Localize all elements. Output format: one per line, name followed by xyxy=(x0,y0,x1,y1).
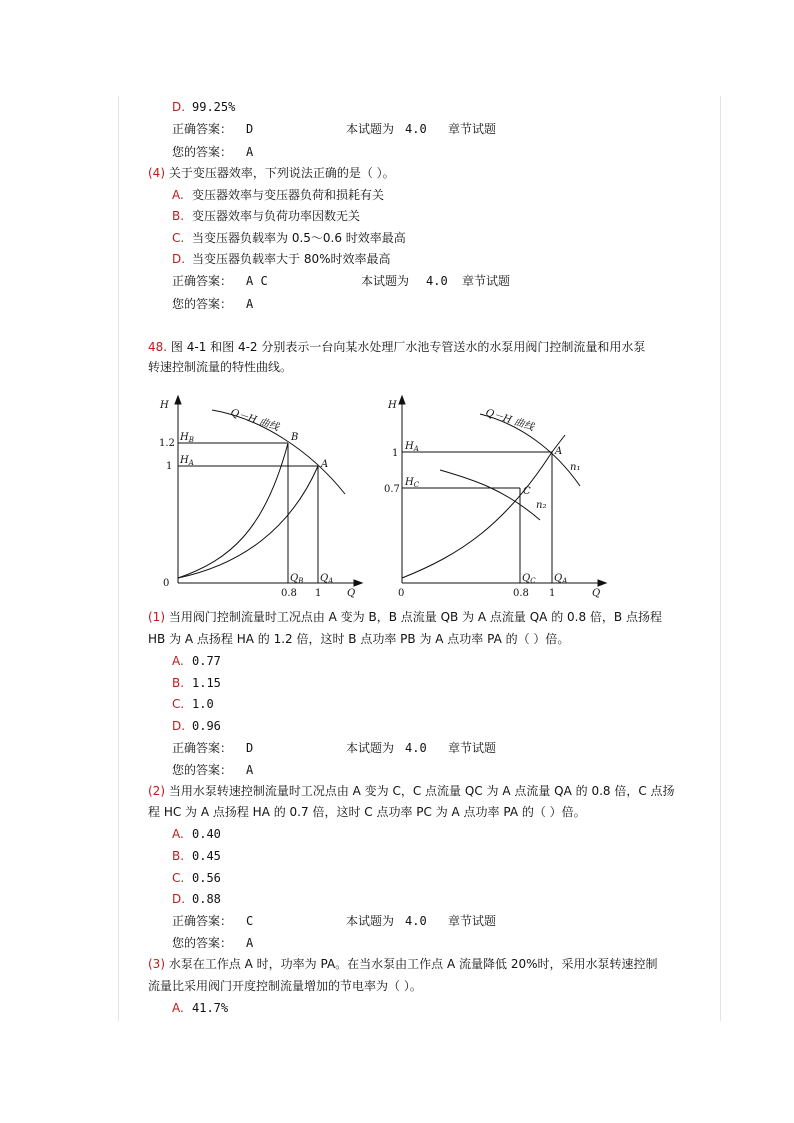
fig2-q-axis-arrow xyxy=(598,580,606,586)
q48-sub1-line1: (1) 当用阀门控制流量时工况点由 A 变为 B，B 点流量 QB 为 A 点流量 QA 的 0.8 倍，B 点扬程 xyxy=(148,610,662,624)
q48-sub2-option-c[interactable]: C. 0.56 xyxy=(172,871,221,885)
fig1-hb-label: $H_B$ xyxy=(180,432,194,444)
fig1-ha-label: $H_A$ xyxy=(180,455,194,467)
q48-sub1-option-b[interactable]: B. 1.15 xyxy=(172,676,221,690)
q47-sub4-option-b[interactable]: B. 变压器效率与负荷功率因数无关 xyxy=(172,209,361,223)
fig2-point-c: C xyxy=(523,486,531,497)
q48-sub2-option-d[interactable]: D. 0.88 xyxy=(172,892,221,906)
q48-sub2-line2: 程 HC 为 A 点扬程 HA 的 0.7 倍，这时 C 点功率 PC 为 A 点功率 PA 的（ ）倍。 xyxy=(148,805,586,819)
q47-sub4-option-c[interactable]: C. 当变压器负载率为 0.5～0.6 时效率最高 xyxy=(172,231,406,245)
fig2-x-tick-0-8: 0.8 xyxy=(513,588,529,599)
q48-sub3-line2: 流量比采用阀门开度控制流量增加的节电率为（ ）。 xyxy=(148,979,422,993)
fig1-system-curve-b xyxy=(178,443,288,578)
fig1-h-label: H xyxy=(160,400,169,411)
fig1-x-tick-1: 1 xyxy=(315,588,322,599)
q47-option-d[interactable]: D. 99.25% xyxy=(172,100,236,114)
fig1-qa-label: $Q_A$ xyxy=(320,573,334,585)
fig1-q-label: Q xyxy=(347,588,356,599)
q47-sub4-option-d[interactable]: D. 当变压器负载率大于 80%时效率最高 xyxy=(172,252,391,266)
fig2-system-curve xyxy=(402,452,552,578)
fig2-h-label: H xyxy=(388,400,397,411)
fig1-point-a: A xyxy=(321,459,329,470)
fig1-y-tick-1: 1 xyxy=(166,461,173,472)
fig2-h-axis-arrow xyxy=(399,396,405,404)
q48-sub2-answer-row: 正确答案： C 本试题为 4.0 章节试题 xyxy=(172,914,497,928)
q48-sub1-option-d[interactable]: D. 0.96 xyxy=(172,719,221,733)
q48-sub1-option-a[interactable]: A. 0.77 xyxy=(172,654,221,668)
fig1-curve-label: Q－H 曲线 xyxy=(229,407,281,434)
fig2-qa-label: $Q_A$ xyxy=(554,573,568,585)
q48-sub2-your-answer: 您的答案： A xyxy=(172,936,254,950)
fig1-x-tick-0-8: 0.8 xyxy=(281,588,297,599)
fig2-y-tick-1: 1 xyxy=(392,448,399,459)
fig1-q-axis-arrow xyxy=(354,580,362,586)
fig2-point-a: A xyxy=(555,446,563,457)
fig1-point-b: B xyxy=(291,432,299,443)
fig2-q-label: Q xyxy=(592,588,601,599)
fig1-origin: 0 xyxy=(163,578,170,589)
q48-intro-line1: 48. 图 4-1 和图 4-2 分别表示一台向某水处理厂水池专管送水的水泵用阀门控制流量和用水泵 xyxy=(148,340,646,354)
q48-sub3-line1: (3) 水泵在工作点 A 时，功率为 PA。在当水泵由工作点 A 流量降低 20%时，采用水泵转速控制 xyxy=(148,957,658,971)
q48-sub2-line1: (2) 当用水泵转速控制流量时工况点由 A 变为 C，C 点流量 QC 为 A 点流量 QA 的 0.8 倍，C 点扬 xyxy=(148,784,675,798)
fig2-qc-label: $Q_C$ xyxy=(522,573,536,585)
q48-sub1-your-answer: 您的答案： A xyxy=(172,763,254,777)
q47-answer-row: 正确答案： D 本试题为 4.0 章节试题 xyxy=(172,122,497,136)
fig1-y-tick-1-2: 1.2 xyxy=(159,438,175,449)
fig2-curve-label: Q－H 曲线 xyxy=(484,407,536,434)
fig2-y-tick-0-7: 0.7 xyxy=(384,484,400,495)
q48-sub1-answer-row: 正确答案： D 本试题为 4.0 章节试题 xyxy=(172,741,497,755)
q48-sub1-option-c[interactable]: C. 1.0 xyxy=(172,697,214,711)
q48-sub2-option-a[interactable]: A. 0.40 xyxy=(172,827,221,841)
fig2-hc-label: $H_C$ xyxy=(405,477,420,489)
q47-sub4-question: (4) 关于变压器效率，下列说法正确的是（ ）。 xyxy=(148,166,395,180)
q47-your-answer: 您的答案： A xyxy=(172,145,254,159)
fig2-n2-label: n₂ xyxy=(536,500,547,511)
q48-sub2-option-b[interactable]: B. 0.45 xyxy=(172,849,221,863)
figure-4-2 xyxy=(380,390,615,600)
q48-sub1-line2: HB 为 A 点扬程 HA 的 1.2 倍，这时 B 点功率 PB 为 A 点功率 PA 的（ ）倍。 xyxy=(148,632,570,646)
q47-sub4-answer-row: 正确答案： A C 本试题为 4.0 章节试题 xyxy=(172,274,511,288)
fig2-ha-label: $H_A$ xyxy=(405,441,419,453)
fig2-n1-label: n₁ xyxy=(570,462,581,473)
q47-sub4-your-answer: 您的答案： A xyxy=(172,297,254,311)
q48-sub3-option-a[interactable]: A. 41.7% xyxy=(172,1001,229,1015)
fig2-x-tick-1: 1 xyxy=(549,588,556,599)
fig1-h-axis-arrow xyxy=(175,396,181,404)
q48-intro-line2: 转速控制流量的特性曲线。 xyxy=(148,360,293,374)
figure-4-1 xyxy=(150,390,365,600)
fig1-system-curve-a xyxy=(178,466,318,578)
q47-sub4-option-a[interactable]: A. 变压器效率与变压器负荷和损耗有关 xyxy=(172,188,385,202)
fig1-qb-label: $Q_B$ xyxy=(290,573,304,585)
fig2-origin: 0 xyxy=(398,588,405,599)
